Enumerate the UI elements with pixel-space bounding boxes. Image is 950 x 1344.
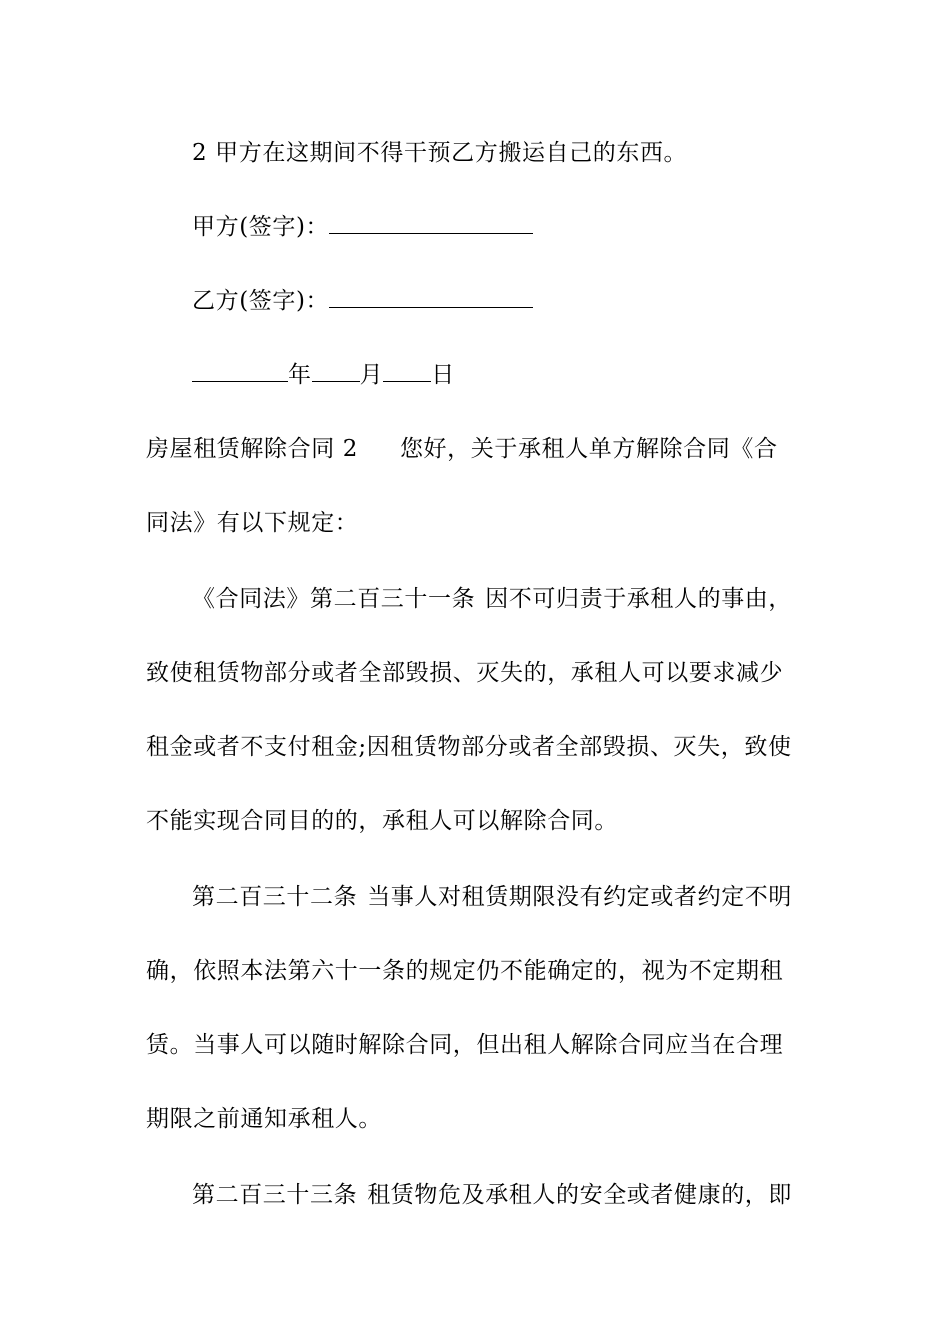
article-233-line-1 <box>192 1180 862 1210</box>
article-233-heading: 第二百三十三条 <box>192 1182 358 1208</box>
month-blank <box>312 361 360 382</box>
day-blank <box>383 361 431 382</box>
article-231-line-1 <box>192 584 862 614</box>
year-blank <box>192 361 288 382</box>
article-232-line-3: 赁。当事人可以随时解除合同，但出租人解除合同应当在合理 <box>146 1032 784 1058</box>
article-231-line-4: 不能实现合同目的的，承租人可以解除合同。 <box>146 808 618 834</box>
party-a-sign-label: 甲方(签字)： <box>192 214 330 240</box>
section-heading-line <box>146 434 816 464</box>
day-label: 日 <box>431 362 455 388</box>
signature-line-party-a <box>192 212 862 242</box>
article-232-line-1 <box>192 882 862 912</box>
article-231-line-3: 租金或者不支付租金;因租赁物部分或者全部毁损、灭失，致使 <box>146 734 792 760</box>
signature-line-party-b <box>192 286 862 316</box>
paragraph-clause-2: 2 甲方在这期间不得干预乙方搬运自己的东西。 <box>192 140 688 166</box>
party-b-sign-label: 乙方(签字)： <box>192 288 330 314</box>
article-232-heading: 第二百三十二条 <box>192 884 358 910</box>
article-231-text-start: 因不可归责于承租人的事由， <box>485 586 793 612</box>
section-title: 房屋租赁解除合同 2 <box>146 436 358 462</box>
intro-text-line-2: 同法》有以下规定： <box>146 510 359 536</box>
article-232-line-2: 确，依照本法第六十一条的规定仍不能确定的，视为不定期租 <box>146 958 784 984</box>
month-label: 月 <box>359 362 384 388</box>
article-232-text-start: 当事人对租赁期限没有约定或者约定不明 <box>367 884 793 910</box>
article-231-heading: 《合同法》第二百三十一条 <box>192 586 476 612</box>
article-232-line-4: 期限之前通知承租人。 <box>146 1106 382 1132</box>
date-line <box>192 360 862 390</box>
party-a-signature-blank <box>329 213 533 234</box>
year-label: 年 <box>288 362 312 388</box>
party-b-signature-blank <box>329 287 533 308</box>
article-231-line-2: 致使租赁物部分或者全部毁损、灭失的，承租人可以要求减少 <box>146 660 784 686</box>
article-233-text-start: 租赁物危及承租人的安全或者健康的，即 <box>367 1182 793 1208</box>
intro-text-line-1: 您好，关于承租人单方解除合同《合 <box>399 436 778 462</box>
